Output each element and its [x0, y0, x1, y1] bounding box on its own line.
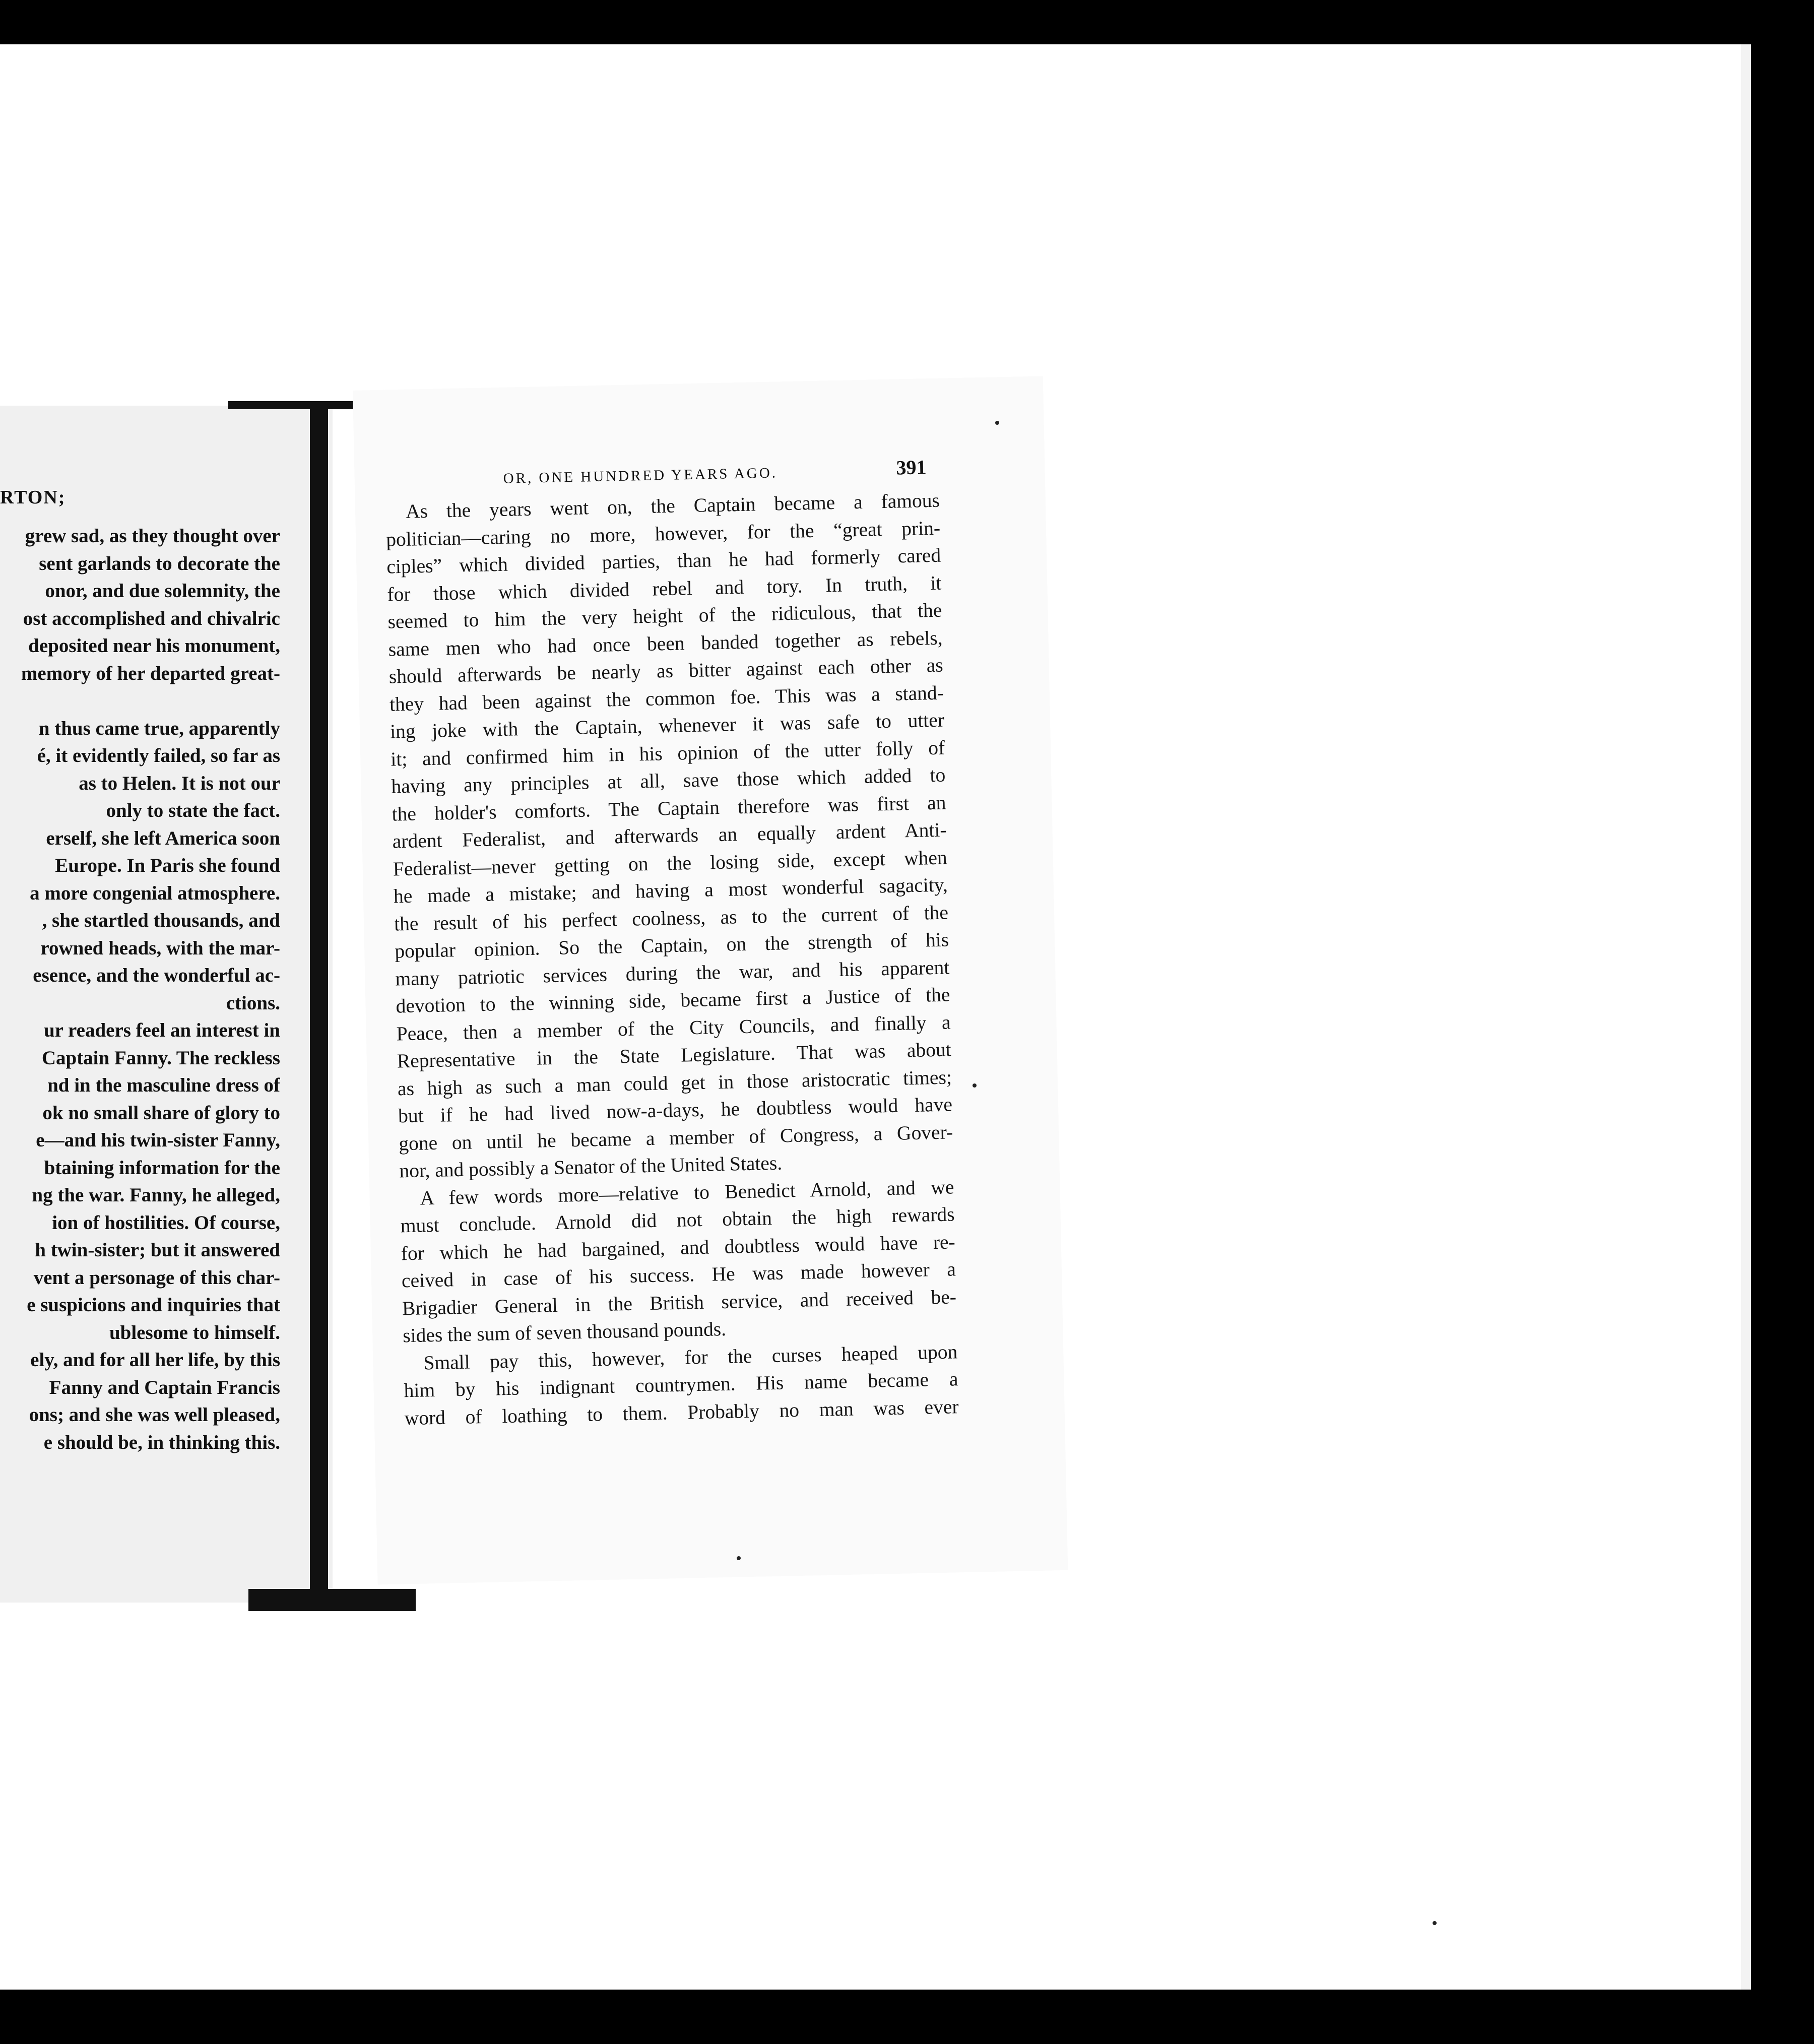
left-text-line: Captain Fanny. The reckless [41, 1047, 280, 1069]
text-line: should afterwards be nearly as bitter against each other as [388, 654, 944, 688]
left-text-line: ion of hostilities. Of course, [52, 1211, 280, 1234]
left-text-line: esence, and the wonderful ac- [33, 965, 280, 986]
text-line: the result of his perfect coolness, as to the current of the [394, 901, 949, 935]
right-page [353, 376, 1068, 1584]
left-text-line: ely, and for all her life, by this [30, 1349, 280, 1371]
text-line: it; and confirmed him in his opinion of the utter folly of [390, 736, 945, 771]
text-line: Peace, then a member of the City Councils, and finally a [396, 1010, 951, 1045]
left-text-line: rowned heads, with the mar- [40, 937, 280, 959]
text-line: they had been against the common foe. This was a stand- [389, 681, 944, 716]
left-text-line: erself, she left America soon [46, 827, 280, 849]
left-text-line: e suspicions and inquiries that [27, 1294, 280, 1316]
scan-edge [1741, 44, 1751, 1990]
text-line: as high as such a man could get in those aristocratic times; [397, 1065, 952, 1100]
binding-clamp-bottom [248, 1589, 416, 1611]
left-text-line: n thus came true, apparently [38, 717, 280, 739]
left-text-line: deposited near his monument, [28, 635, 280, 657]
scan-speck [973, 1083, 977, 1088]
left-running-head: RTON; [0, 487, 66, 508]
text-line: the holder's comforts. The Captain therefore was first an [392, 791, 946, 825]
running-head: OR, ONE HUNDRED YEARS AGO. [503, 465, 778, 487]
text-line: politician—caring no more, however, for the “great prin- [385, 517, 941, 551]
body-text [385, 487, 959, 1432]
text-line: Representative in the State Legislature. That was about [397, 1038, 952, 1072]
text-line: for those which divided rebel and tory. In truth, it [387, 571, 942, 606]
left-text-line: only to state the fact. [106, 800, 280, 821]
text-line: he made a mistake; and having a most wonderful sagacity, [393, 873, 948, 908]
text-line: seemed to him the very height of the ridiculous, that the [387, 599, 942, 633]
text-line: gone on until he became a member of Congress, a Gover- [398, 1120, 953, 1155]
text-line: him by his indignant countrymen. His name became a [404, 1368, 958, 1402]
left-text-line: ok no small share of glory to [42, 1102, 280, 1124]
text-line: sides the sum of seven thousand pounds. [402, 1317, 727, 1347]
text-line: ciples” which divided parties, than he had formerly cared [386, 544, 941, 578]
left-text-line: a more congenial atmosphere. [30, 882, 280, 904]
left-text-line: ur readers feel an interest in [43, 1019, 280, 1041]
text-line: same men who had once been banded together as rebels, [388, 626, 943, 661]
text-line: having any principles at all, save those which added to [391, 763, 946, 798]
left-text-line: nd in the masculine dress of [47, 1074, 280, 1096]
left-text-line: grew sad, as they thought over [25, 525, 280, 547]
text-line: As the years went on, the Captain became a famous [405, 489, 940, 523]
text-line: Small pay this, however, for the curses heaped upon [423, 1340, 958, 1374]
left-text-line: sent garlands to decorate the [39, 552, 280, 574]
text-line: word of loathing to them. Probably no man was ever [404, 1395, 959, 1429]
text-line: for which he had bargained, and doubtless would have re- [401, 1230, 956, 1264]
text-line: Brigadier General in the British service, and received be- [402, 1285, 957, 1319]
text-line: A few words more—relative to Benedict Arnold, and we [420, 1175, 954, 1209]
text-line: but if he had lived now-a-days, he doubtless would have [398, 1093, 953, 1127]
left-text-line: ng the war. Fanny, he alleged, [32, 1184, 280, 1206]
left-text-line: vent a personage of this char- [33, 1266, 280, 1289]
text-line: ing joke with the Captain, whenever it was safe to utter [390, 709, 945, 743]
left-text-line: as to Helen. It is not our [79, 772, 280, 794]
left-text-line: h twin-sister; but it answered [35, 1239, 280, 1261]
scan-speck [737, 1556, 741, 1560]
left-text-line: ons; and she was well pleased, [29, 1404, 280, 1426]
left-text-line: btaining information for the [44, 1157, 280, 1179]
left-text-line [0, 687, 280, 715]
binding-clamp [310, 407, 328, 1591]
text-line: nor, and possibly a Senator of the United States. [399, 1152, 783, 1182]
text-line: ceived in case of his success. He was made however a [401, 1258, 956, 1292]
scan-speck [1433, 1921, 1437, 1925]
left-text-line: ublesome to himself. [109, 1321, 280, 1344]
text-line: ardent Federalist, and afterwards an equally ardent Anti- [392, 818, 947, 853]
left-text-line: é, it evidently failed, so far as [37, 745, 280, 766]
left-text-line: memory of her departed great- [21, 662, 280, 684]
text-line: many patriotic services during the war, and his apparent [395, 955, 950, 990]
left-page [0, 406, 333, 1603]
left-text-line: e—and his twin-sister Fanny, [36, 1129, 280, 1151]
text-line: devotion to the winning side, became first a Justice of the [396, 983, 950, 1017]
left-page-text [0, 523, 280, 1456]
left-text-line: ctions. [226, 992, 280, 1014]
scan-speck [995, 421, 999, 425]
left-text-line: ost accomplished and chivalric [23, 607, 280, 629]
page-number: 391 [895, 456, 927, 479]
left-text-line: Fanny and Captain Francis [49, 1376, 280, 1398]
text-line: popular opinion. So the Captain, on the strength of his [394, 928, 949, 963]
left-text-line: e should be, in thinking this. [43, 1431, 280, 1453]
left-text-line: , she startled thousands, and [42, 910, 280, 931]
left-text-line: Europe. In Paris she found [55, 855, 280, 876]
text-line: must conclude. Arnold did not obtain the high rewards [400, 1203, 955, 1237]
text-line: Federalist—never getting on the losing side, except when [393, 846, 948, 880]
left-text-line: onor, and due solemnity, the [45, 580, 280, 602]
